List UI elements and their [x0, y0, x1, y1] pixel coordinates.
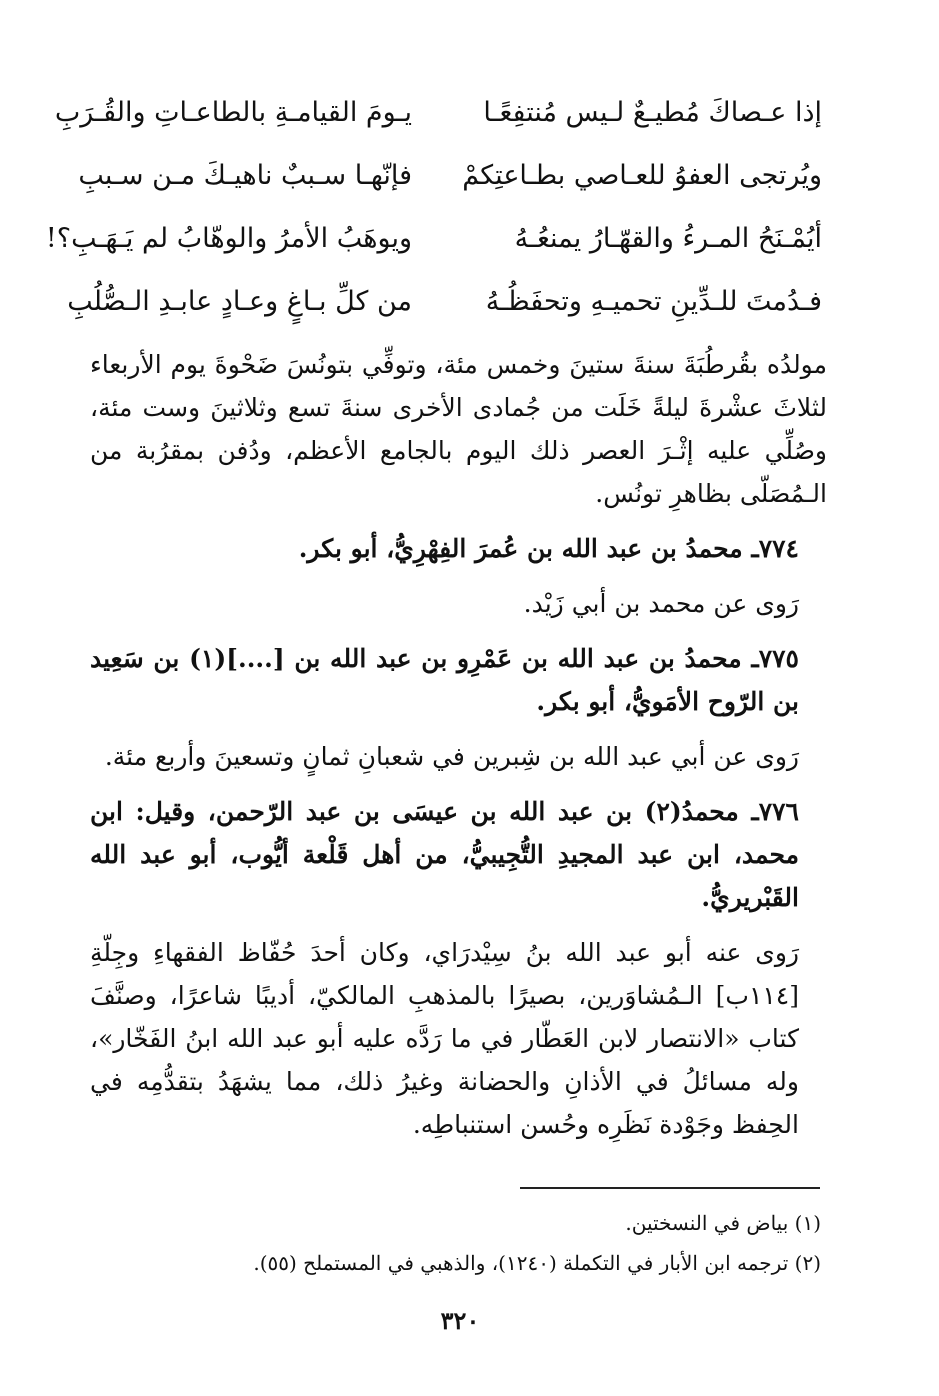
verse-second-hemistich: فإنّهـا سـببٌ ناهيـكَ مـن سـببِ — [78, 160, 412, 191]
main-text — [90, 343, 827, 1158]
verse-second-hemistich: ويوهَبُ الأمرُ والوهّابُ لم يَـهَـبِ؟! — [45, 223, 412, 254]
biography-paragraph: مولدُه بقُرطُبَةَ سنةَ ستينَ وخمس مئة، وتوفِّي بتونُسَ ضَحْوةَ يوم الأربعاء لثلاثَ عشْرةَ ليلةً خَلَت من جُمادى الأخرى سنةَ تسع وثلاثينَ وست مئة، وصُلِّي عليه إثْـرَ العصر ذلك اليوم بالجامع الأعظم، ودُفن بمقرُبة من الـمُصَلّى بظاهرِ تونُس. — [90, 350, 827, 508]
verse-second-hemistich: من كلِّ بـاغٍ وعـادٍ عابـدِ الـصُّلُبِ — [67, 286, 412, 317]
footnotes — [101, 1203, 821, 1283]
footnote-1: (١) بياض في النسختين. — [625, 1211, 821, 1235]
verse-line — [45, 214, 822, 277]
verse-first-hemistich: إذا عـصاكَ مُطيـعٌ لـيس مُنتفِعًـا — [483, 97, 822, 128]
verse-first-hemistich: ويُرتجى العفوُ للعـاصي بطـاعتِكمْ — [462, 160, 822, 191]
entry-heading-776: ٧٧٦ـ محمدُ(٢) بن عبد الله بن عيسَى بن عبد الرّحمن، وقيل: ابن محمد، ابن عبد المجيدِ التُّجِيبيُّ، من أهل قَلْعة أيُّوب، أبو عبد الله القَبْريريُّ. — [90, 797, 799, 912]
verse-line — [78, 151, 822, 214]
entry-heading-775: ٧٧٥ـ محمدُ بن عبد الله بن عَمْرِو بن عبد الله بن [....](١) بن سَعِيد بن الرّوح الأمَويُّ، أبو بكر. — [90, 644, 799, 716]
poem-verses — [45, 88, 822, 340]
narration-776: رَوى عنه أبو عبد الله بنُ سِيْدرَاي، وكان أحدَ حُفّاظ الفقهاءِ وجِلّةِ [١١٤ب] الـمُشاوَرين، بصيرًا بالمذهبِ المالكيّ، أديبًا شاعرًا، وصنَّفَ كتاب «الانتصار لابن العَطّار في ما رَدَّه عليه أبو عبد الله ابنُ الفَخّار»، وله مسائلُ في الأذانِ والحضانة وغيرُ ذلك، مما يشهَدُ بتقدُّمِه في الحِفظ وجَوْدة نَظَرِه وحُسن استنباطِه. — [90, 938, 799, 1139]
narration-775: رَوى عن أبي عبد الله بن شِبرين في شعبانِ ثمانٍ وتسعينَ وأربع مئة. — [104, 742, 799, 771]
verse-second-hemistich: يـومَ القيامـةِ بالطاعـاتِ والقُـرَبِ — [54, 97, 412, 128]
page-number: ٣٢٠ — [440, 1306, 480, 1335]
narration-774: رَوى عن محمد بن أبي زَيْد. — [523, 589, 799, 618]
verse-first-hemistich: فـدُمتَ للـدِّينِ تحميـهِ وتحفَظُـهُ — [485, 286, 822, 317]
verse-first-hemistich: أيُمْـنَحُ المـرءُ والقهّـارُ يمنعُـهُ — [514, 223, 822, 254]
entry-heading-774: ٧٧٤ـ محمدُ بن عبد الله بن عُمرَ الفِهْرِيُّ، أبو بكر. — [298, 534, 799, 563]
footnote-divider — [520, 1187, 820, 1189]
footnote-2: (٢) ترجمه ابن الأبار في التكملة (١٢٤٠)، والذهبي في المستملح (٥٥). — [253, 1251, 821, 1275]
verse-line — [54, 88, 822, 151]
verse-line — [67, 277, 822, 340]
